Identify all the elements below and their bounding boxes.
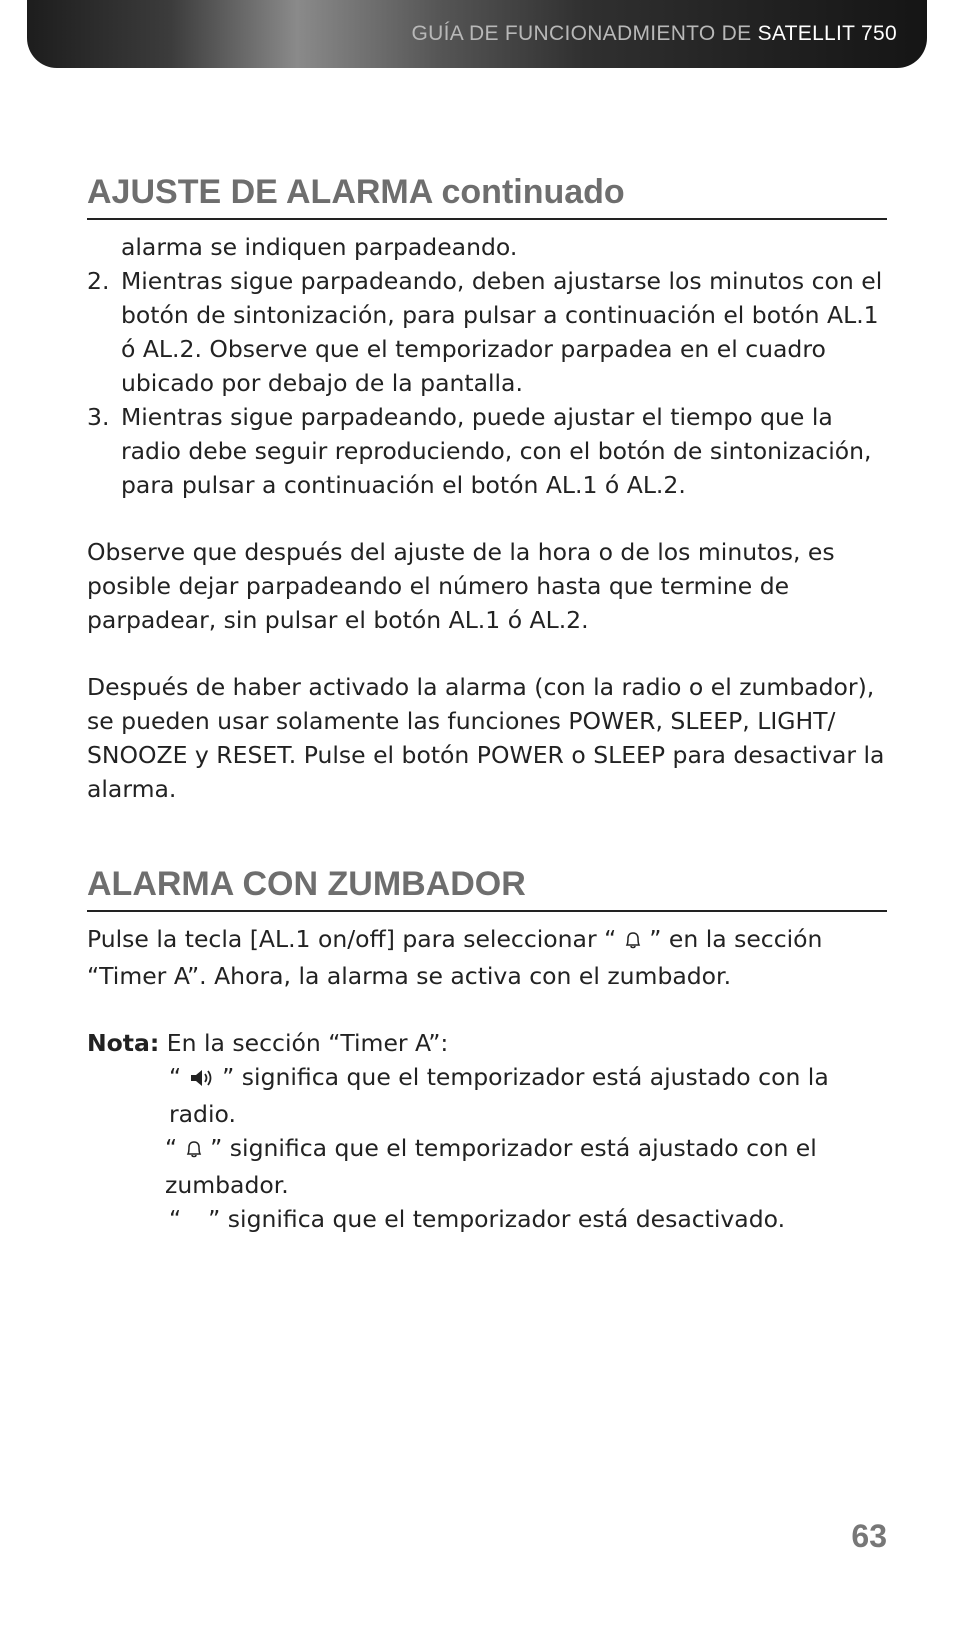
bell-icon	[185, 1134, 203, 1168]
list-number: 3.	[87, 403, 110, 431]
list-number: 2.	[87, 267, 110, 295]
note-off	[87, 1202, 887, 1236]
note-line	[87, 1026, 887, 1060]
list-item	[87, 264, 887, 400]
section-buzzer-alarm	[87, 864, 887, 1236]
note-label: Nota:	[87, 1029, 160, 1057]
note-buzzer	[87, 1131, 887, 1202]
list-text: Mientras sigue parpadeando, puede ajustar el tiempo que la radio debe seguir reproduciendo, con el botón de sintonización, para pulsar a continuación el botón AL.1 ó AL.2.	[121, 403, 872, 499]
intro-paragraph	[87, 922, 887, 993]
running-header	[412, 22, 898, 46]
intro-text-start: Pulse la tecla [AL.1 on/off] para seleccionar “	[87, 925, 617, 953]
speaker-icon	[189, 1063, 215, 1097]
section-title: ALARMA CON ZUMBADOR	[87, 864, 887, 912]
bell-icon	[624, 925, 642, 959]
quote-mark: “	[169, 1205, 182, 1233]
note-buzzer-text: ” significa que el temporizador está ajustado con el zumbador.	[165, 1134, 817, 1199]
list-text: Mientras sigue parpadeando, deben ajustarse los minutos con el botón de sintonización, para pulsar a continuación el botón AL.1 ó AL.2. Observe que el temporizador parpadea en el cuadro ubicado por debajo de la pantalla.	[121, 267, 883, 397]
note-radio	[87, 1060, 887, 1131]
header-band	[27, 0, 927, 68]
paragraph: Observe que después del ajuste de la hora o de los minutos, es posible dejar parpadeando el número hasta que termine de parpadear, sin pulsar el botón AL.1 ó AL.2.	[87, 538, 835, 634]
intro-text-end: ” en la sección “Timer A”. Ahora, la alarma se activa con el zumbador.	[87, 925, 823, 990]
paragraph: Después de haber activado la alarma (con la radio o el zumbador), se pueden usar solamente las funciones POWER, SLEEP, LIGHT/ SNOOZE y RESET. Pulse el botón POWER o SLEEP para desactivar la alarma.	[87, 673, 885, 803]
continuation-text: alarma se indiquen parpadeando.	[121, 233, 518, 261]
guide-label: GUÍA DE FUNCIONADMIENTO DE	[411, 22, 752, 45]
section-title: AJUSTE DE ALARMA continuado	[87, 172, 887, 220]
section-alarm-settings	[87, 172, 887, 806]
note-off-text: ” significa que el temporizador está desactivado.	[208, 1205, 786, 1233]
quote-mark: “	[169, 1063, 182, 1091]
page-number: 63	[851, 1518, 887, 1554]
quote-mark: “	[165, 1134, 178, 1162]
note-text: En la sección “Timer A”:	[166, 1029, 449, 1057]
note-radio-text: ” significa que el temporizador está ajustado con la radio.	[169, 1063, 829, 1128]
list-item	[87, 400, 887, 502]
model-name: SATELLIT 750	[757, 22, 897, 45]
